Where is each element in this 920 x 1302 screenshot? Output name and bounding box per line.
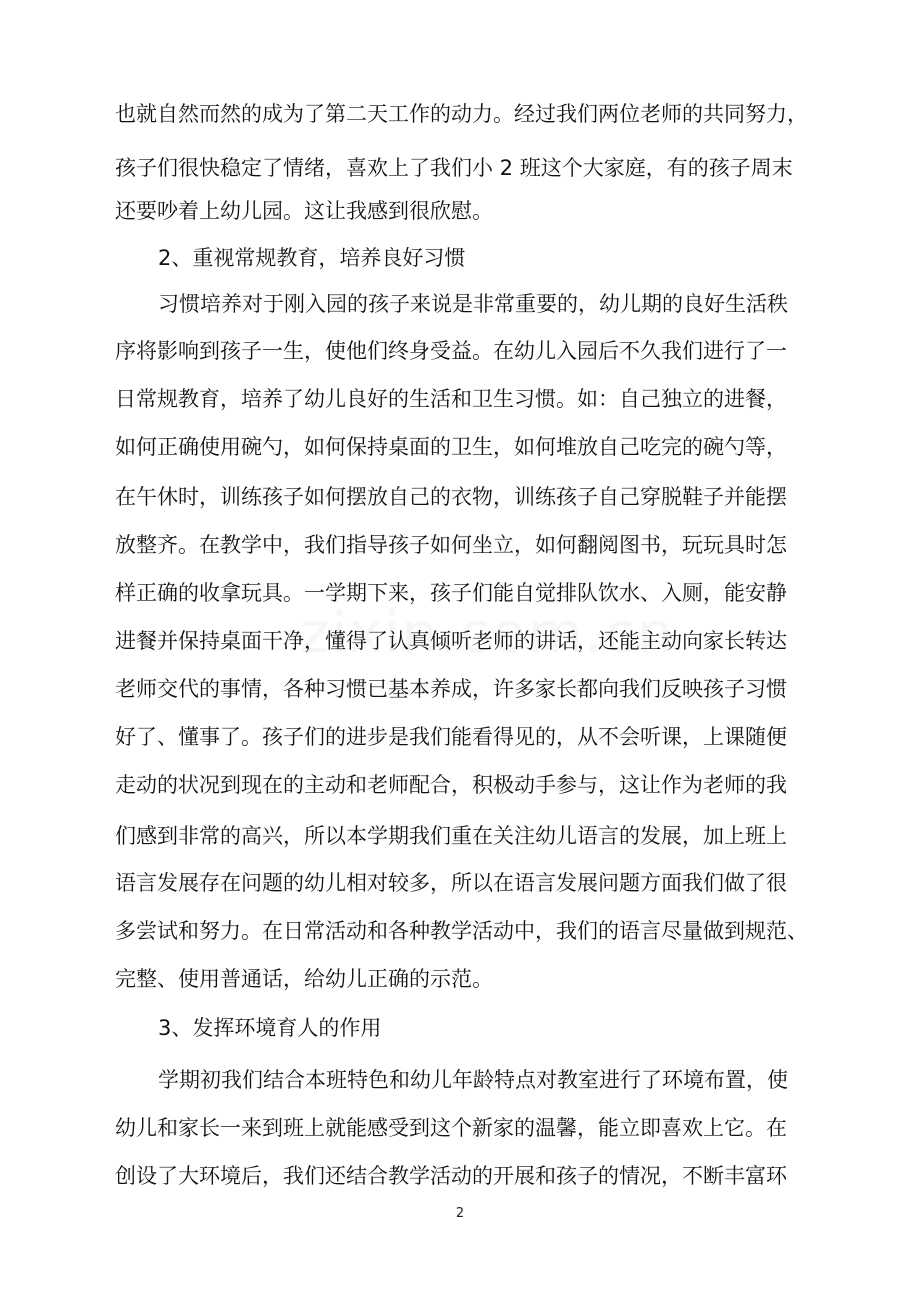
- body-line: 如何正确使用碗勺，如何保持桌面的卫生，如何堆放自己吃完的碗勺等，: [115, 435, 787, 459]
- body-line: 学期初我们结合本班特色和幼儿年龄特点对教室进行了环境布置，使: [158, 1068, 788, 1092]
- body-line: 进餐并保持桌面干净，懂得了认真倾听老师的讲话，还能主动向家长转达: [115, 629, 787, 653]
- section-heading: 2、重视常规教育，培养良好习惯: [158, 246, 466, 270]
- body-line: 在午休时，训练孩子如何摆放自己的衣物，训练孩子自己穿脱鞋子并能摆: [115, 485, 787, 509]
- body-line: 序将影响到孩子一生，使他们终身受益。在幼儿入园后不久我们进行了一: [115, 339, 787, 363]
- body-line: 孩子们很快稳定了情绪，喜欢上了我们小 2 班这个大家庭，有的孩子周末: [115, 156, 793, 180]
- body-line: 习惯培养对于刚入园的孩子来说是非常重要的，幼儿期的良好生活秩: [158, 292, 788, 316]
- body-line: 放整齐。在教学中，我们指导孩子如何坐立，如何翻阅图书，玩玩具时怎: [115, 533, 787, 557]
- body-line: 老师交代的事情，各种习惯已基本养成，许多家长都向我们反映孩子习惯: [115, 677, 787, 701]
- body-line: 好了、懂事了。孩子们的进步是我们能看得见的，从不会听课，上课随便: [115, 725, 787, 749]
- page-number: 2: [455, 1206, 465, 1221]
- body-line: 语言发展存在问题的幼儿相对较多，所以在语言发展问题方面我们做了很: [115, 871, 787, 895]
- body-line: 创设了大环境后，我们还结合教学活动的开展和孩子的情况，不断丰富环: [115, 1164, 787, 1188]
- section-heading: 3、发挥环境育人的作用: [158, 1016, 382, 1040]
- body-line: 还要吵着上幼儿园。这让我感到很欣慰。: [115, 199, 493, 223]
- body-line: 幼儿和家长一来到班上就能感受到这个新家的温馨，能立即喜欢上它。在: [115, 1116, 787, 1140]
- body-line: 也就自然而然的成为了第二天工作的动力。经过我们两位老师的共同努力，: [115, 102, 808, 126]
- body-line: 日常规教育，培养了幼儿良好的生活和卫生习惯。如：自己独立的进餐，: [115, 387, 787, 411]
- body-line: 们感到非常的高兴，所以本学期我们重在关注幼儿语言的发展，加上班上: [115, 824, 787, 848]
- body-line: 走动的状况到现在的主动和老师配合，积极动手参与，这让作为老师的我: [115, 773, 787, 797]
- body-line: 多尝试和努力。在日常活动和各种教学活动中，我们的语言尽量做到规范、: [115, 919, 808, 943]
- body-line: 样正确的收拿玩具。一学期下来，孩子们能自觉排队饮水、入厕，能安静: [115, 581, 787, 605]
- body-line: 完整、使用普通话，给幼儿正确的示范。: [115, 967, 493, 991]
